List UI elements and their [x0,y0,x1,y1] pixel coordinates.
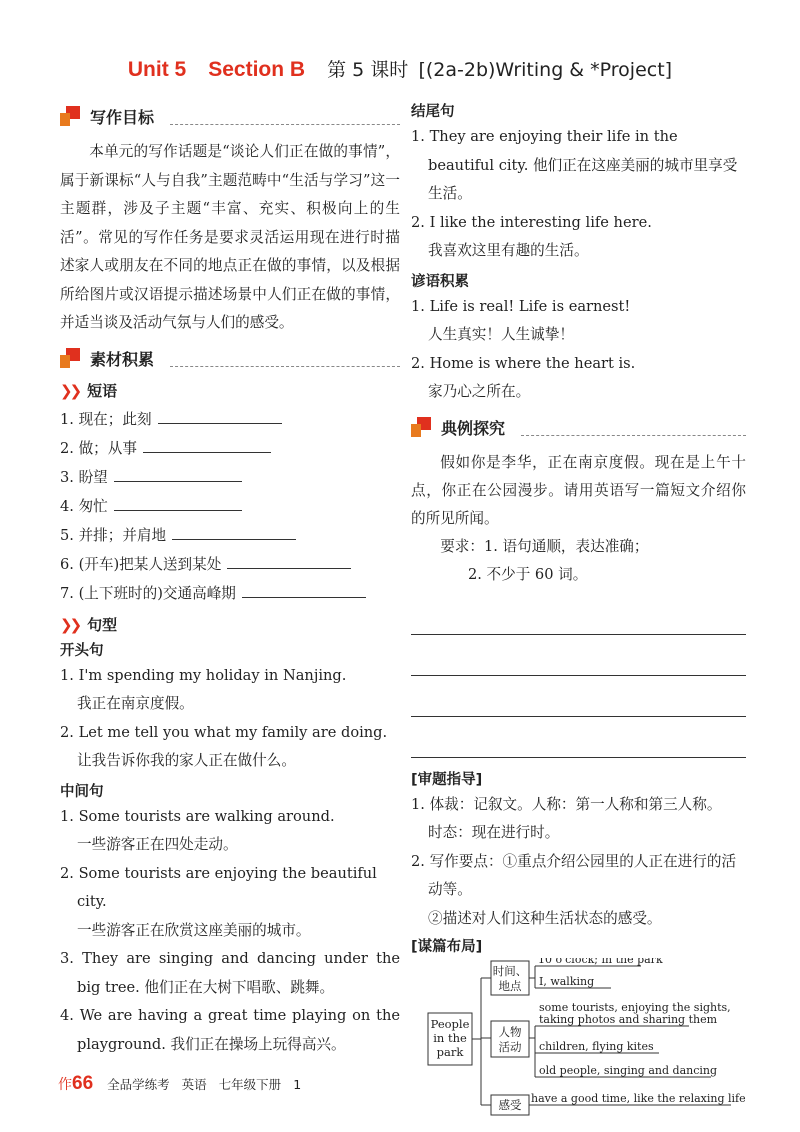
section-title: 素材积累 [90,349,155,369]
sentence-zh: 我喜欢这里有趣的生活。 [428,242,589,259]
section-label: Section B [208,58,306,81]
phrase-item: 3. 盼望 [60,463,400,492]
phrase-item: 1. 现在；此刻 [60,405,400,434]
proverb-zh: 人生真实！人生诚挚！ [428,326,574,343]
sentence-en: 1. I'm spending my holiday in Nanjing. [60,666,347,684]
opening-heading: 开头句 [60,642,104,659]
guide-line: 1. 体裁：记叙文。人称：第一人称和第三人称。 [411,795,722,813]
page-number: 66 [72,1073,94,1094]
sentence-zh: 我正在南京度假。 [77,695,194,712]
grade-name: 七年级下册 [218,1077,282,1092]
footer-num: 1 [293,1077,302,1092]
mindmap-branch-label: 时间、 [492,964,528,978]
section-marker-icon [60,348,80,368]
sentence-zh: 一些游客正在四处走动。 [77,836,238,853]
phrases-heading: ❯❯ 短语 [60,381,118,400]
example-requirement-1: 要求：1. 语句通顺，表达准确； [440,537,649,555]
section-marker-icon [60,106,80,126]
mindmap-leaf: old people, singing and dancing [539,1064,718,1077]
answer-area[interactable] [411,594,746,758]
sentences-heading: ❯❯ 句型 [60,615,118,634]
proverb-en: 1. Life is real! Life is earnest! [411,297,631,315]
proverbs-heading: 谚语积累 [411,273,469,290]
mindmap-branch-label: 活动 [498,1040,522,1054]
section-heading-writing-goal [60,104,400,130]
mindmap-leaf: some tourists, enjoying the sights, [539,1001,731,1014]
sentence-en: 2. I like the interesting life here. [411,213,652,231]
answer-blank[interactable] [114,467,242,482]
answer-line[interactable] [411,594,746,635]
section-title: 典例探究 [441,418,506,438]
guide-heading: [审题指导] [411,771,483,788]
proverb-zh: 家乃心之所在。 [428,383,531,400]
mind-map [411,958,746,1128]
answer-blank[interactable] [227,554,351,569]
mindmap-leaf: have a good time, like the relaxing life [531,1092,746,1105]
mindmap-branch-label: 地点 [498,979,522,993]
section-title: 写作目标 [90,108,155,127]
sentence-en: 2. Some tourists are enjoying the beautiful city. [60,864,377,910]
guide-line: 2. 写作要点：①重点介绍公园里的人正在进行的活动等。 [411,852,737,898]
answer-blank[interactable] [143,438,271,453]
mindmap-branch-label: 人物 [498,1025,522,1039]
double-chevron-icon: ❯❯ [60,381,80,400]
page-footer [58,1073,301,1095]
subject-name: 英语 [181,1077,207,1092]
sentence-en-zh: 1. They are enjoying their life in the beautiful city. 他们正在这座美丽的城市里享受生活。 [411,128,738,202]
middle-heading: 中间句 [60,783,104,800]
section-heading-materials [60,346,400,372]
answer-line[interactable] [411,635,746,676]
guide-line: ②描述对人们这种生活状态的感受。 [428,909,662,927]
book-name: 全品学练考 [107,1077,170,1092]
mindmap-root-text: People [430,1017,470,1031]
page-header [0,55,800,82]
mindmap-leaf: children, flying kites [539,1040,654,1053]
example-requirement-2: 2. 不少于 60 词。 [467,566,588,583]
phrase-item: 2. 做；从事 [60,434,400,463]
answer-blank[interactable] [114,496,242,511]
phrase-item: 6. (开车)把某人送到某处 [60,550,400,579]
layout-heading: [谋篇布局] [411,939,483,955]
answer-blank[interactable] [242,583,366,598]
double-chevron-icon: ❯❯ [60,615,80,634]
sentence-zh: 让我告诉你我的家人正在做什么。 [77,752,296,769]
lesson-label: 第 5 课时 [327,59,409,81]
left-column [60,100,400,1059]
sentence-en: 1. Some tourists are walking around. [60,807,335,825]
guide-line: 时态：现在进行时。 [428,824,560,841]
mindmap-branch-label: 感受 [498,1098,522,1112]
unit-label: Unit 5 [127,58,187,81]
phrase-item: 5. 并排；并肩地 [60,521,400,550]
answer-line[interactable] [411,676,746,717]
section-marker-icon [411,417,431,437]
answer-blank[interactable] [172,525,296,540]
answer-line[interactable] [411,717,746,758]
mindmap-leaf: 10 o'clock; in the park [538,958,663,966]
sentence-en: 2. Let me tell you what my family are doing. [60,723,388,741]
mindmap-root-text: in the [433,1031,467,1045]
right-column [411,100,746,1132]
proverb-en: 2. Home is where the heart is. [411,354,636,372]
ending-heading: 结尾句 [411,104,455,120]
phrase-item: 7. (上下班时的)交通高峰期 [60,579,400,608]
sentence-en-zh: 3. They are singing and dancing under the big tree. 他们正在大树下唱歌、跳舞。 [60,950,400,996]
section-heading-example [411,415,746,441]
sentence-zh: 一些游客正在欣赏这座美丽的城市。 [77,921,311,939]
phrase-item: 4. 匆忙 [60,492,400,521]
answer-blank[interactable] [158,409,282,424]
mindmap-leaf: taking photos and sharing them [539,1013,718,1026]
writing-goal-text: 本单元的写作话题是“谈论人们正在做的事情”，属于新课标“人与自我”主题范畴中“生活与学习”这一主题群，涉及子主题“丰富、充实、积极向上的生活”。常见的写作任务是要求灵活运用现在进行时描述家人或朋友在不同的地点正在做的事情，以及根据所给图片或汉语提示描述场景中人们正在做的事情，并适当谈及活动气氛与人们的感受。 [60,143,400,331]
footer-prefix: 作 [58,1077,72,1093]
example-prompt: 假如你是李华，正在南京度假。现在是上午十点，你正在公园漫步。请用英语写一篇短文介绍你的所见所闻。 [411,453,746,527]
mindmap-leaf: I, walking [539,975,595,988]
mindmap-root-text: park [436,1045,464,1059]
topic-label: [(2a-2b)Writing & *Project] [418,59,673,81]
sentence-en-zh: 4. We are having a great time playing on the playground. 我们正在操场上玩得高兴。 [60,1007,400,1053]
